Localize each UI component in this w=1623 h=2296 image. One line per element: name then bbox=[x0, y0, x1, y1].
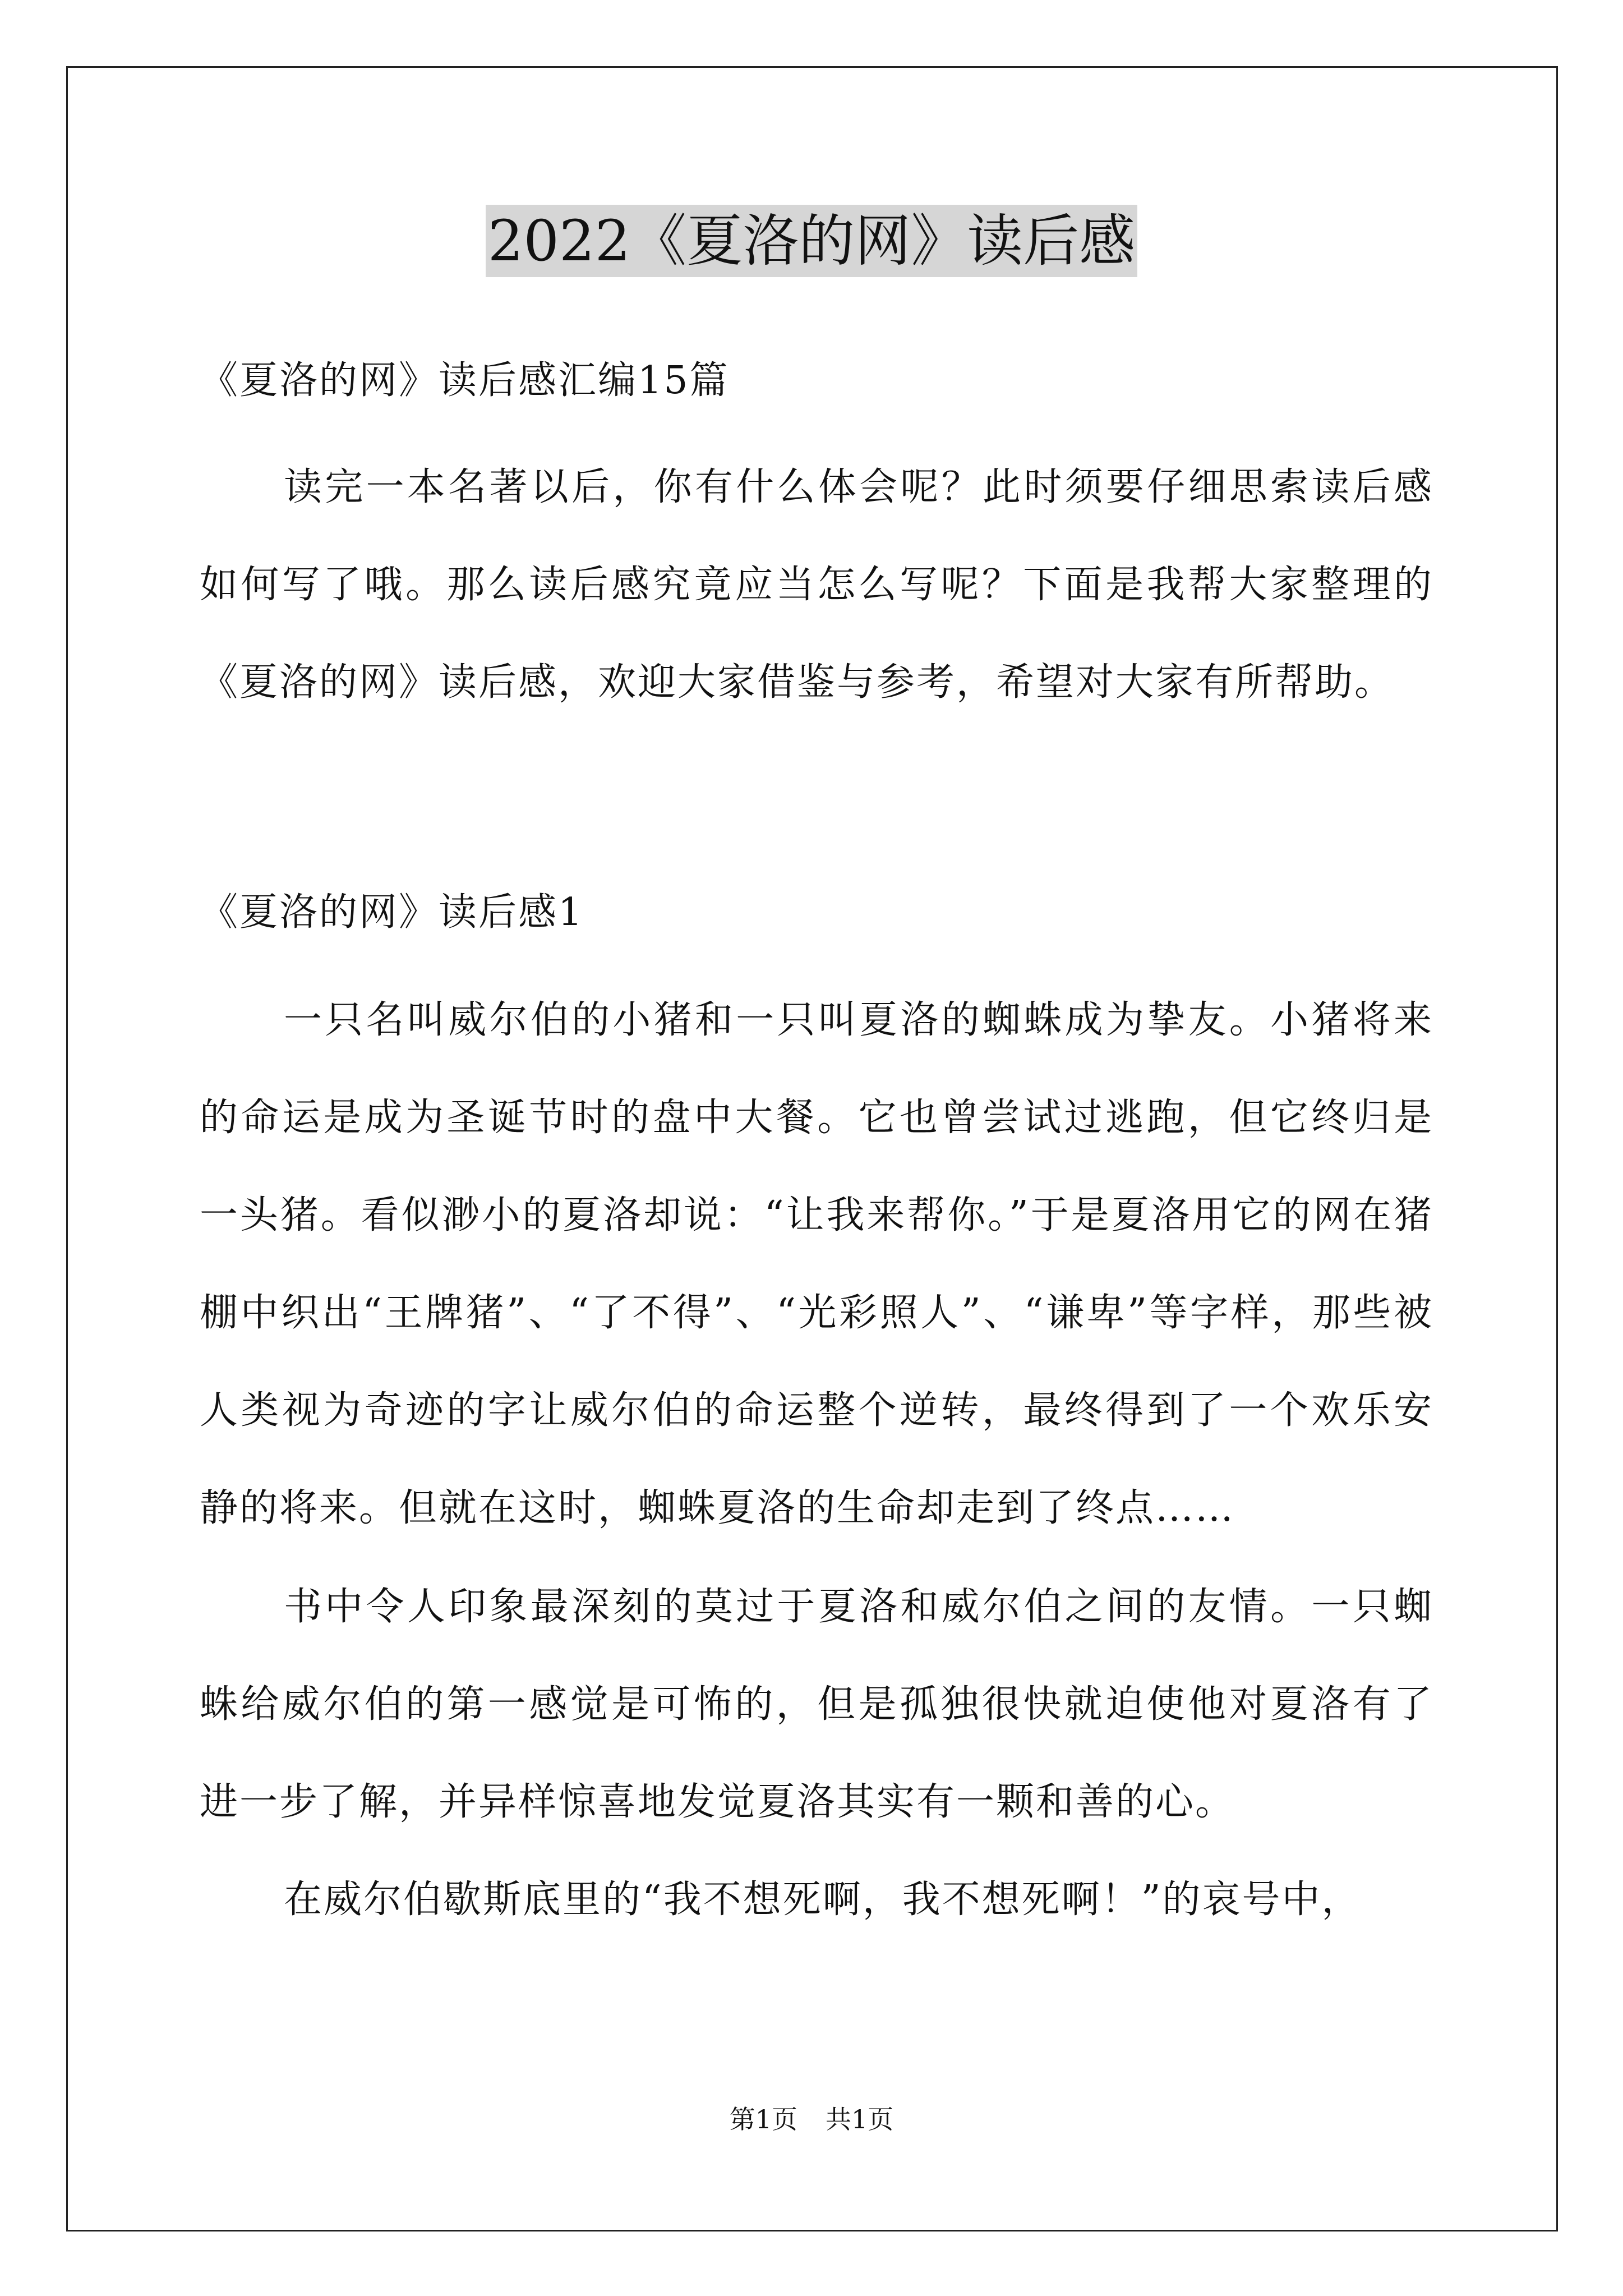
page-footer bbox=[0, 2102, 1623, 2136]
body-paragraph: 书中令人印象最深刻的莫过于夏洛和威尔伯之间的友情。一只蜘蛛给威尔伯的第一感觉是可怖的，但是孤独很快就迫使他对夏洛有了进一步了解，并异样惊喜地发觉夏洛其实有一颗和善的心。 bbox=[200, 1585, 1433, 1824]
section-heading: 《夏洛的网》读后感1 bbox=[200, 890, 584, 935]
document-title bbox=[0, 202, 1623, 280]
page-total: 共1页 bbox=[826, 2104, 894, 2134]
intro-paragraph: 读完一本名著以后，你有什么体会呢？此时须要仔细思索读后感如何写了哦。那么读后感究竟应当怎么写呢？下面是我帮大家整理的《夏洛的网》读后感，欢迎大家借鉴与参考，希望对大家有所帮助。 bbox=[200, 465, 1433, 705]
document-title-text: 2022《夏洛的网》读后感 bbox=[486, 205, 1138, 277]
body-paragraph: 一只名叫威尔伯的小猪和一只叫夏洛的蜘蛛成为挚友。小猪将来的命运是成为圣诞节时的盘中大餐。它也曾尝试过逃跑，但它终归是一头猪。看似渺小的夏洛却说：“让我来帮你。”于是夏洛用它的网在猪棚中织出“王牌猪”、“了不得”、“光彩照人”、“谦卑”等字样，那些被人类视为奇迹的字让威尔伯的命运整个逆转，最终得到了一个欢乐安静的将来。但就在这时，蜘蛛夏洛的生命却走到了终点…… bbox=[200, 998, 1433, 1530]
page-number: 第1页 bbox=[729, 2104, 797, 2134]
body-paragraph: 在威尔伯歇斯底里的“我不想死啊，我不想死啊！”的哀号中， bbox=[284, 1878, 1362, 1922]
document-subtitle: 《夏洛的网》读后感汇编15篇 bbox=[200, 358, 730, 403]
